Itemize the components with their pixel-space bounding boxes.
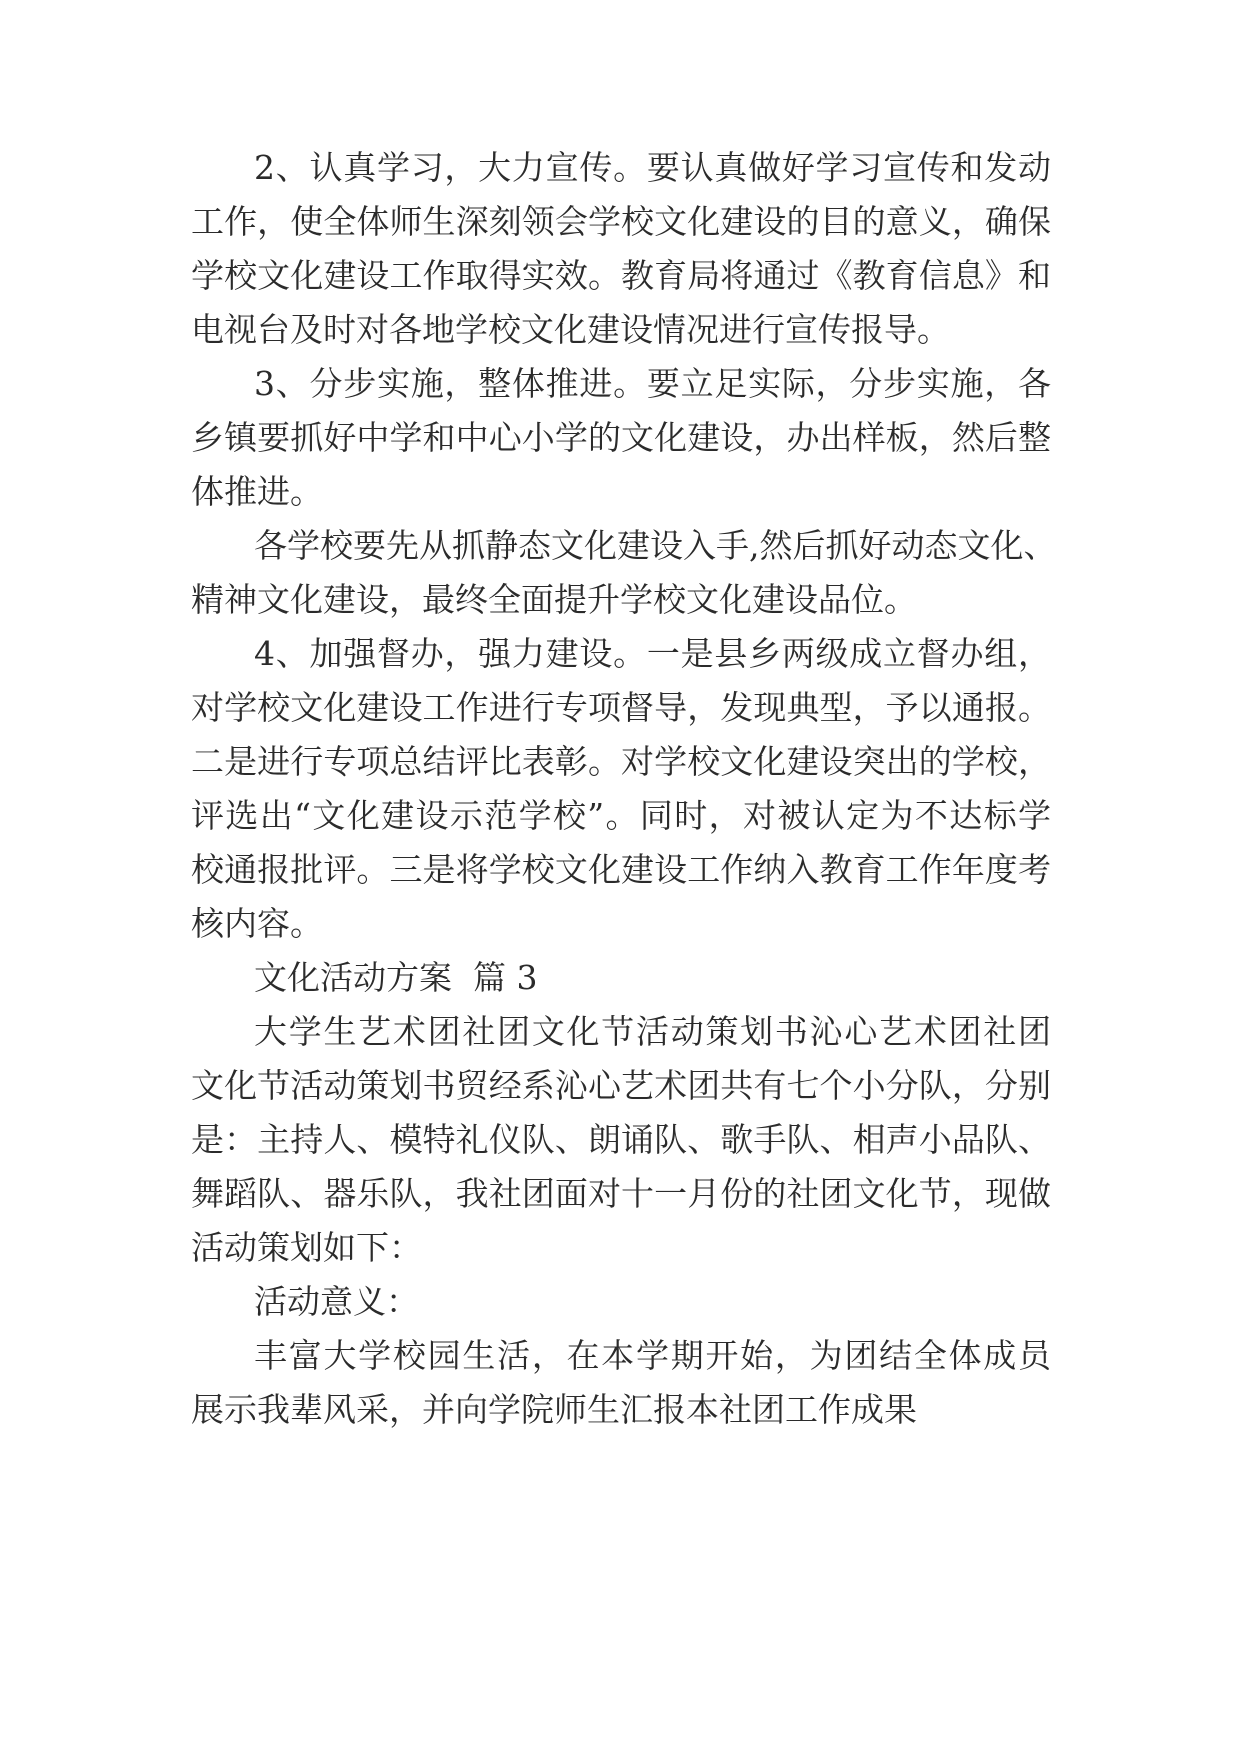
paragraph-line: 评选出“文化建设示范学校”。同时，对被认定为不达标学 <box>191 796 1051 835</box>
paragraph-line: 丰富大学校园生活，在本学期开始，为团结全体成员 <box>254 1336 1051 1375</box>
paragraph-line: 舞蹈队、器乐队，我社团面对十一月份的社团文化节，现做 <box>191 1174 1051 1213</box>
paragraph-line: 对学校文化建设工作进行专项督导，发现典型，予以通报。 <box>191 688 1051 727</box>
paragraph-line: 展示我辈风采，并向学院师生汇报本社团工作成果 <box>191 1390 917 1429</box>
paragraph-line: 乡镇要抓好中学和中心小学的文化建设，办出样板，然后整 <box>191 418 1051 457</box>
paragraph-line: 学校文化建设工作取得实效。教育局将通过《教育信息》和 <box>191 256 1051 295</box>
paragraph-line: 文化节活动策划书贸经系沁心艺术团共有七个小分队，分别 <box>191 1066 1051 1105</box>
paragraph-line: 是：主持人、模特礼仪队、朗诵队、歌手队、相声小品队、 <box>191 1120 1051 1159</box>
paragraph-line: 二是进行专项总结评比表彰。对学校文化建设突出的学校， <box>191 742 1051 781</box>
paragraph-line: 4、加强督办，强力建设。一是县乡两级成立督办组， <box>254 634 1051 673</box>
paragraph-line: 核内容。 <box>191 904 323 943</box>
paragraph-line: 2、认真学习，大力宣传。要认真做好学习宣传和发动 <box>254 148 1051 187</box>
paragraph-line: 体推进。 <box>191 472 323 511</box>
paragraph-line: 大学生艺术团社团文化节活动策划书沁心艺术团社团 <box>254 1012 1051 1051</box>
paragraph-line: 活动策划如下： <box>191 1228 422 1267</box>
paragraph-line: 工作，使全体师生深刻领会学校文化建设的目的意义，确保 <box>191 202 1051 241</box>
paragraph-line: 精神文化建设，最终全面提升学校文化建设品位。 <box>191 580 917 619</box>
paragraph-line: 电视台及时对各地学校文化建设情况进行宣传报导。 <box>191 310 950 349</box>
paragraph-line: 校通报批评。三是将学校文化建设工作纳入教育工作年度考 <box>191 850 1051 889</box>
section-heading: 文化活动方案 篇 3 <box>254 958 538 997</box>
paragraph-line: 3、分步实施，整体推进。要立足实际，分步实施，各 <box>254 364 1051 403</box>
significance-label: 活动意义： <box>254 1282 419 1321</box>
paragraph-line: 各学校要先从抓静态文化建设入手,然后抓好动态文化、 <box>254 526 1057 565</box>
